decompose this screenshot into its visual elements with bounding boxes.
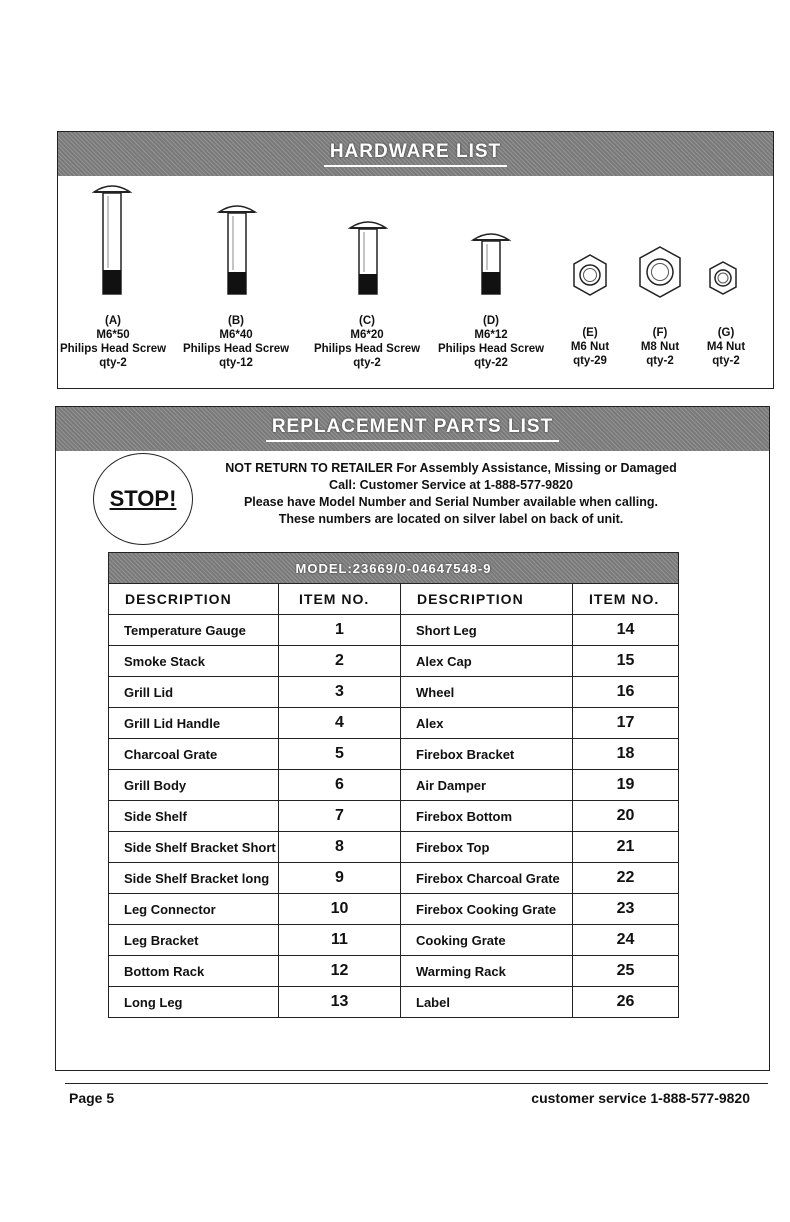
part-description: Temperature Gauge <box>109 615 279 646</box>
part-item-number: 17 <box>573 708 679 739</box>
hardware-item-a: (A) M6*50 Philips Head Screw qty-2 <box>59 315 167 369</box>
screw-d-icon <box>467 230 515 298</box>
table-row <box>109 677 679 708</box>
model-row <box>109 553 679 584</box>
hardware-item-d: (D) M6*12 Philips Head Screw qty-22 <box>437 315 545 369</box>
part-description: Warming Rack <box>401 956 573 987</box>
part-item-number: 1 <box>279 615 401 646</box>
assistance-notice: NOT RETURN TO RETAILER For Assembly Assistance, Missing or Damaged Call: Customer Service at 1-888-577-9820 Please have Model Number and Serial Number available when calling. These numbers are located on silver label on back of unit. <box>225 461 677 526</box>
table-row <box>109 987 679 1018</box>
hardware-list-banner <box>58 132 773 176</box>
part-item-number: 8 <box>279 832 401 863</box>
m6-nut-icon <box>572 253 608 297</box>
stop-badge <box>93 453 193 545</box>
replacement-parts-banner <box>56 407 769 451</box>
column-header: DESCRIPTION <box>109 584 279 615</box>
part-description: Side Shelf Bracket long <box>109 863 279 894</box>
part-item-number: 9 <box>279 863 401 894</box>
screw-a-icon <box>88 182 136 298</box>
part-description: Smoke Stack <box>109 646 279 677</box>
table-row <box>109 925 679 956</box>
stop-label: STOP! <box>109 486 177 511</box>
part-description: Firebox Top <box>401 832 573 863</box>
column-header: ITEM NO. <box>573 584 679 615</box>
table-row <box>109 646 679 677</box>
part-item-number: 22 <box>573 863 679 894</box>
part-item-number: 18 <box>573 739 679 770</box>
part-item-number: 12 <box>279 956 401 987</box>
part-description: Side Shelf Bracket Short <box>109 832 279 863</box>
hardware-item-g: (G) M4 Nut qty-2 <box>706 327 746 367</box>
part-description: Air Damper <box>401 770 573 801</box>
part-item-number: 24 <box>573 925 679 956</box>
part-description: Firebox Bracket <box>401 739 573 770</box>
table-row <box>109 956 679 987</box>
hardware-list-title: HARDWARE LIST <box>324 141 507 167</box>
hardware-item-b: (B) M6*40 Philips Head Screw qty-12 <box>182 315 290 369</box>
part-item-number: 23 <box>573 894 679 925</box>
part-description: Alex <box>401 708 573 739</box>
screw-b-icon <box>213 202 261 298</box>
part-item-number: 26 <box>573 987 679 1018</box>
part-description: Short Leg <box>401 615 573 646</box>
column-header: ITEM NO. <box>279 584 401 615</box>
table-row <box>109 832 679 863</box>
screw-c-icon <box>344 218 392 298</box>
hardware-list-section <box>57 131 774 389</box>
model-number: MODEL:23669/0-04647548-9 <box>109 553 679 584</box>
part-item-number: 19 <box>573 770 679 801</box>
part-item-number: 21 <box>573 832 679 863</box>
part-item-number: 2 <box>279 646 401 677</box>
part-description: Grill Body <box>109 770 279 801</box>
part-item-number: 7 <box>279 801 401 832</box>
column-header: DESCRIPTION <box>401 584 573 615</box>
part-description: Firebox Cooking Grate <box>401 894 573 925</box>
part-item-number: 10 <box>279 894 401 925</box>
parts-table <box>108 552 679 1018</box>
part-description: Long Leg <box>109 987 279 1018</box>
part-description: Grill Lid <box>109 677 279 708</box>
part-item-number: 20 <box>573 801 679 832</box>
table-row <box>109 863 679 894</box>
table-row <box>109 894 679 925</box>
part-item-number: 15 <box>573 646 679 677</box>
part-item-number: 14 <box>573 615 679 646</box>
part-description: Leg Bracket <box>109 925 279 956</box>
hardware-item-c: (C) M6*20 Philips Head Screw qty-2 <box>313 315 421 369</box>
part-description: Alex Cap <box>401 646 573 677</box>
part-item-number: 5 <box>279 739 401 770</box>
m4-nut-icon <box>708 260 738 296</box>
part-description: Firebox Bottom <box>401 801 573 832</box>
page-number: Page 5 <box>69 1090 115 1106</box>
part-item-number: 6 <box>279 770 401 801</box>
part-item-number: 16 <box>573 677 679 708</box>
part-description: Wheel <box>401 677 573 708</box>
part-description: Firebox Charcoal Grate <box>401 863 573 894</box>
hardware-item-f: (F) M8 Nut qty-2 <box>640 327 680 367</box>
table-row <box>109 615 679 646</box>
part-item-number: 11 <box>279 925 401 956</box>
table-row <box>109 708 679 739</box>
part-description: Charcoal Grate <box>109 739 279 770</box>
table-row <box>109 770 679 801</box>
table-row <box>109 739 679 770</box>
table-header-row <box>109 584 679 615</box>
footer-divider <box>65 1083 768 1084</box>
part-item-number: 4 <box>279 708 401 739</box>
part-description: Side Shelf <box>109 801 279 832</box>
hardware-item-e: (E) M6 Nut qty-29 <box>570 327 610 367</box>
part-description: Label <box>401 987 573 1018</box>
part-item-number: 25 <box>573 956 679 987</box>
part-item-number: 13 <box>279 987 401 1018</box>
replacement-parts-section <box>55 406 770 1071</box>
m8-nut-icon <box>638 245 682 299</box>
part-description: Bottom Rack <box>109 956 279 987</box>
table-row <box>109 801 679 832</box>
customer-service-footer: customer service 1-888-577-9820 <box>531 1090 750 1106</box>
part-description: Grill Lid Handle <box>109 708 279 739</box>
part-item-number: 3 <box>279 677 401 708</box>
part-description: Cooking Grate <box>401 925 573 956</box>
replacement-parts-title: REPLACEMENT PARTS LIST <box>266 416 559 442</box>
part-description: Leg Connector <box>109 894 279 925</box>
